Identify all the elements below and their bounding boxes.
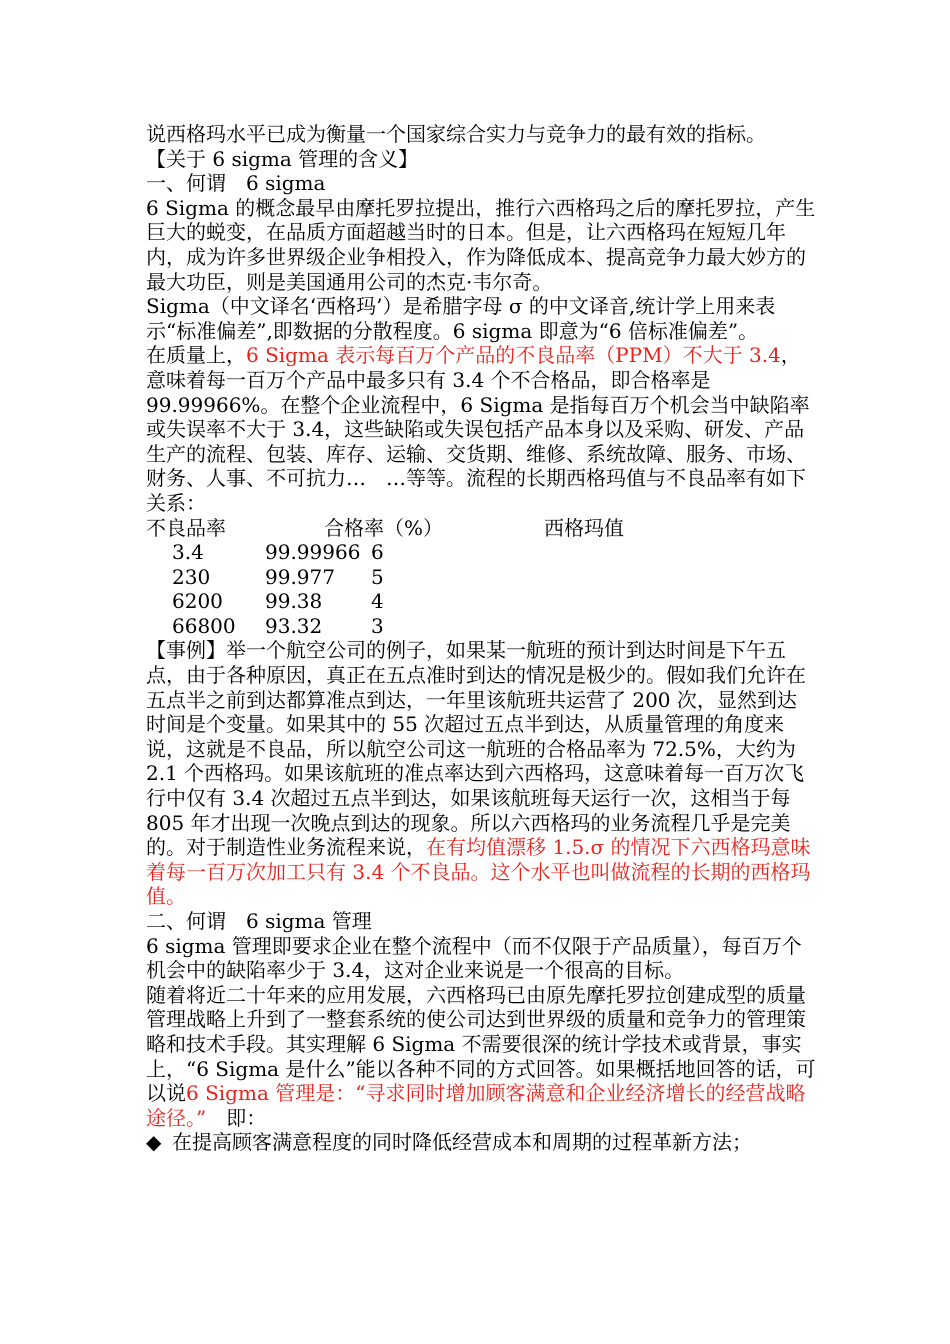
table-header-cell: 合格率（%）: [324, 515, 444, 540]
paragraph-management: 6 sigma 管理即要求企业在整个流程中（而不仅限于产品质量），每百万个机会中的缺陷率少于 3.4，这对企业来说是一个很高的目标。: [146, 933, 802, 983]
paragraph-example: [146, 638, 816, 909]
table-cell: 6200: [172, 589, 223, 614]
subheading-what-is-6-sigma: 一、何谓 6 sigma: [146, 171, 326, 196]
text-highlight: 在有均值漂移 1.5.σ 的情况下六西格玛意味着每一百万次加工只有 3.4 个不良品。这个水平也叫做流程的长期的西格玛值。: [146, 835, 811, 909]
text-normal: 随着将近二十年来的应用发展，六西格玛已由原先摩托罗拉创建成型的质量管理战略上升到了一整套系统的使公司达到世界级的质量和竞争力的管理策略和技术手段。其实理解 6 Sigma 不需要很深的统计学技术或背景，事实上，“6 Sigma 是什么”能以各种不同的方式回答。如果概括地回答的话，可以说: [146, 982, 816, 1106]
table-cell: 99.38: [265, 589, 323, 614]
table-cell: 3: [371, 613, 384, 638]
paragraph-origin: 6 Sigma 的概念最早由摩托罗拉提出，推行六西格玛之后的摩托罗拉，产生巨大的蜕变，在品质方面超越当时的日本。但是，让六西格玛在短短几年内，成为许多世界级企业争相投入，作为降低成本、提高竞争力最大妙方的最大功臣，则是美国通用公司的杰克·韦尔奇。: [146, 195, 816, 294]
sigma-table: [146, 516, 816, 639]
text-normal: 即：: [206, 1105, 267, 1130]
table-header-cell: 西格玛值: [544, 515, 624, 540]
table-cell: 5: [371, 564, 384, 589]
table-cell: 93.32: [265, 613, 323, 638]
document-page: [146, 122, 816, 1155]
text-highlight: 6 Sigma 表示每百万个产品的不良品率（PPM）不大于 3.4: [246, 343, 781, 368]
table-header: [146, 516, 816, 541]
paragraph-quality: [146, 343, 816, 515]
table-row: [146, 614, 816, 639]
table-cell: 6: [371, 540, 384, 565]
text-normal: 【事例】举一个航空公司的例子，如果某一航班的预计到达时间是下午五点，由于各种原因，真正在五点准时到达的情况是极少的。假如我们允许在五点半之前到达都算准点到达，一年里该航班共运营了 200 次，显然到达时间是个变量。如果其中的 55 次超过五点半到达，从质量管理的角度来说，这就是不良品，所以航空公司这一航班的合格品率为 72.5%，大约为 2.1 个西格玛。如果该航班的准点率达到六西格玛，这意味着每一百万次飞行中仅有 3.4 次超过五点半到达，如果该航班每天运行一次，这相当于每 805 年才出现一次晚点到达的现象。所以六西格玛的业务流程几乎是完美的。对于制造性业务流程来说，: [146, 638, 806, 860]
table-row: [146, 540, 816, 565]
paragraph-definition: Sigma（中文译名‘西格玛’）是希腊字母 σ 的中文译音,统计学上用来表示“标准偏差”,即数据的分散程度。6 sigma 即意为“6 倍标准偏差”。: [146, 294, 776, 343]
table-row: [146, 589, 816, 614]
text-normal: 在质量上，: [146, 343, 246, 368]
diamond-bullet-icon: ◆: [146, 1130, 162, 1155]
table-header-cell: 不良品率: [146, 515, 226, 540]
paragraph-intro: 说西格玛水平已成为衡量一个国家综合实力与竞争力的最有效的指标。: [146, 122, 766, 146]
text-normal: ，意味着每一百万个产品中最多只有 3.4 个不合格品，即合格率是 99.99966%。在整个企业流程中，6 Sigma 是指每百万个机会当中缺陷率或失误率不大于 3.4，这些缺陷或失误包括产品本身以及采购、研发、产品生产的流程、包装、库存、运输、交货期、维修、系统故障、服务、市场、财务、人事、不可抗力… …等等。流程的长期西格玛值与不良品率有如下关系：: [146, 343, 810, 515]
table-cell: 99.99966: [265, 540, 361, 565]
bullet-item: [146, 1130, 816, 1155]
table-cell: 66800: [172, 613, 236, 638]
table-cell: 4: [371, 589, 384, 614]
table-cell: 230: [172, 564, 211, 589]
subheading-6-sigma-management: 二、何谓 6 sigma 管理: [146, 909, 372, 933]
table-cell: 99.977: [265, 564, 335, 589]
bullet-text: 在提高顾客满意程度的同时降低经营成本和周期的过程革新方法；: [172, 1130, 752, 1155]
table-row: [146, 565, 816, 590]
text-highlight: 6 Sigma 管理是：“寻求同时增加顾客满意和企业经济增长的经营战略途径。”: [146, 1081, 806, 1130]
section-heading: 【关于 6 sigma 管理的含义】: [146, 146, 419, 171]
table-cell: 3.4: [172, 540, 204, 565]
paragraph-development: [146, 983, 816, 1131]
